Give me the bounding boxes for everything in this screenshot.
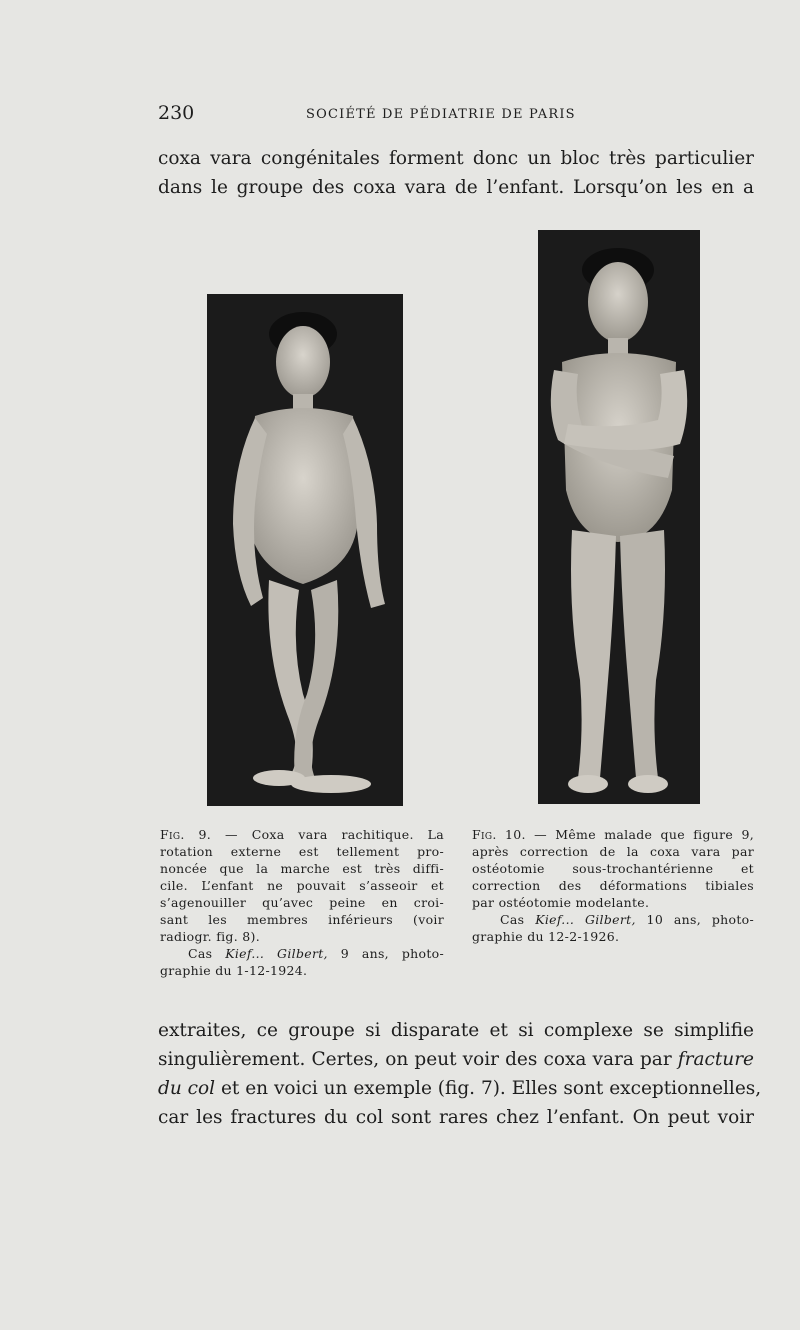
text-line: extraites, ce groupe si disparate et si complexe se simplifie [158, 1020, 754, 1041]
figure-10-caption [472, 826, 754, 945]
child-figure-illustration [538, 230, 700, 804]
intro-paragraph [158, 144, 754, 202]
case-age: 10 ans, photo- [635, 912, 754, 927]
italic-term: du col [158, 1078, 216, 1099]
case-name: Kief... Gilbert, [535, 912, 636, 927]
caption-line: par ostéotomie modelante. [472, 895, 650, 910]
figure-label: Fig. 10. [472, 827, 526, 842]
italic-term: fracture [677, 1049, 754, 1070]
child-figure-illustration [207, 294, 403, 806]
caption-line: ostéotomie sous-trochantérienne et [472, 861, 754, 876]
caption-line: rotation externe est tellement pro- [160, 844, 444, 859]
caption-line: sant les membres inférieurs (voir [160, 912, 444, 927]
caption-line: après correction de la coxa vara par [472, 844, 754, 859]
running-head: SOCIÉTÉ DE PÉDIATRIE DE PARIS [306, 107, 576, 122]
figure-10-photo [538, 230, 700, 804]
caption-line: radiogr. fig. 8). [160, 929, 260, 944]
page-header [158, 102, 758, 130]
case-date: graphie du 12-2-1926. [472, 929, 620, 944]
caption-line: correction des déformations tibiales [472, 878, 754, 893]
case-name: Kief... Gilbert, [225, 946, 328, 961]
caption-line: cile. L’enfant ne pouvait s’asseoir et [160, 878, 444, 893]
figure-9-photo [207, 294, 403, 806]
case-age: 9 ans, photo- [327, 946, 444, 961]
text-line: coxa vara congénitales forment donc un bloc très particulier [158, 148, 754, 169]
caption-text: — Coxa vara rachitique. La [224, 827, 444, 842]
text-line: car les fractures du col sont rares chez l’enfant. On peut voir [158, 1107, 754, 1128]
text-segment: et en voici un exemple (fig. 7). Elles sont exceptionnelles, [215, 1078, 762, 1099]
caption-line: s’agenouiller qu’avec peine en croi- [160, 895, 444, 910]
text-line: dans le groupe des coxa vara de l’enfant. Lorsqu’on les en a [158, 177, 754, 198]
figure-9-caption [160, 826, 444, 979]
closing-paragraph [158, 1016, 762, 1132]
figure-label: Fig. 9. [160, 827, 212, 842]
caption-line: noncée que la marche est très diffi- [160, 861, 444, 876]
page-number: 230 [158, 102, 195, 124]
text-segment: singulièrement. Certes, on peut voir des coxa vara par [158, 1049, 678, 1070]
case-prefix: Cas [188, 946, 226, 961]
caption-text: — Même malade que figure 9, [534, 827, 754, 842]
case-prefix: Cas [500, 912, 536, 927]
case-date: graphie du 1-12-1924. [160, 963, 308, 978]
